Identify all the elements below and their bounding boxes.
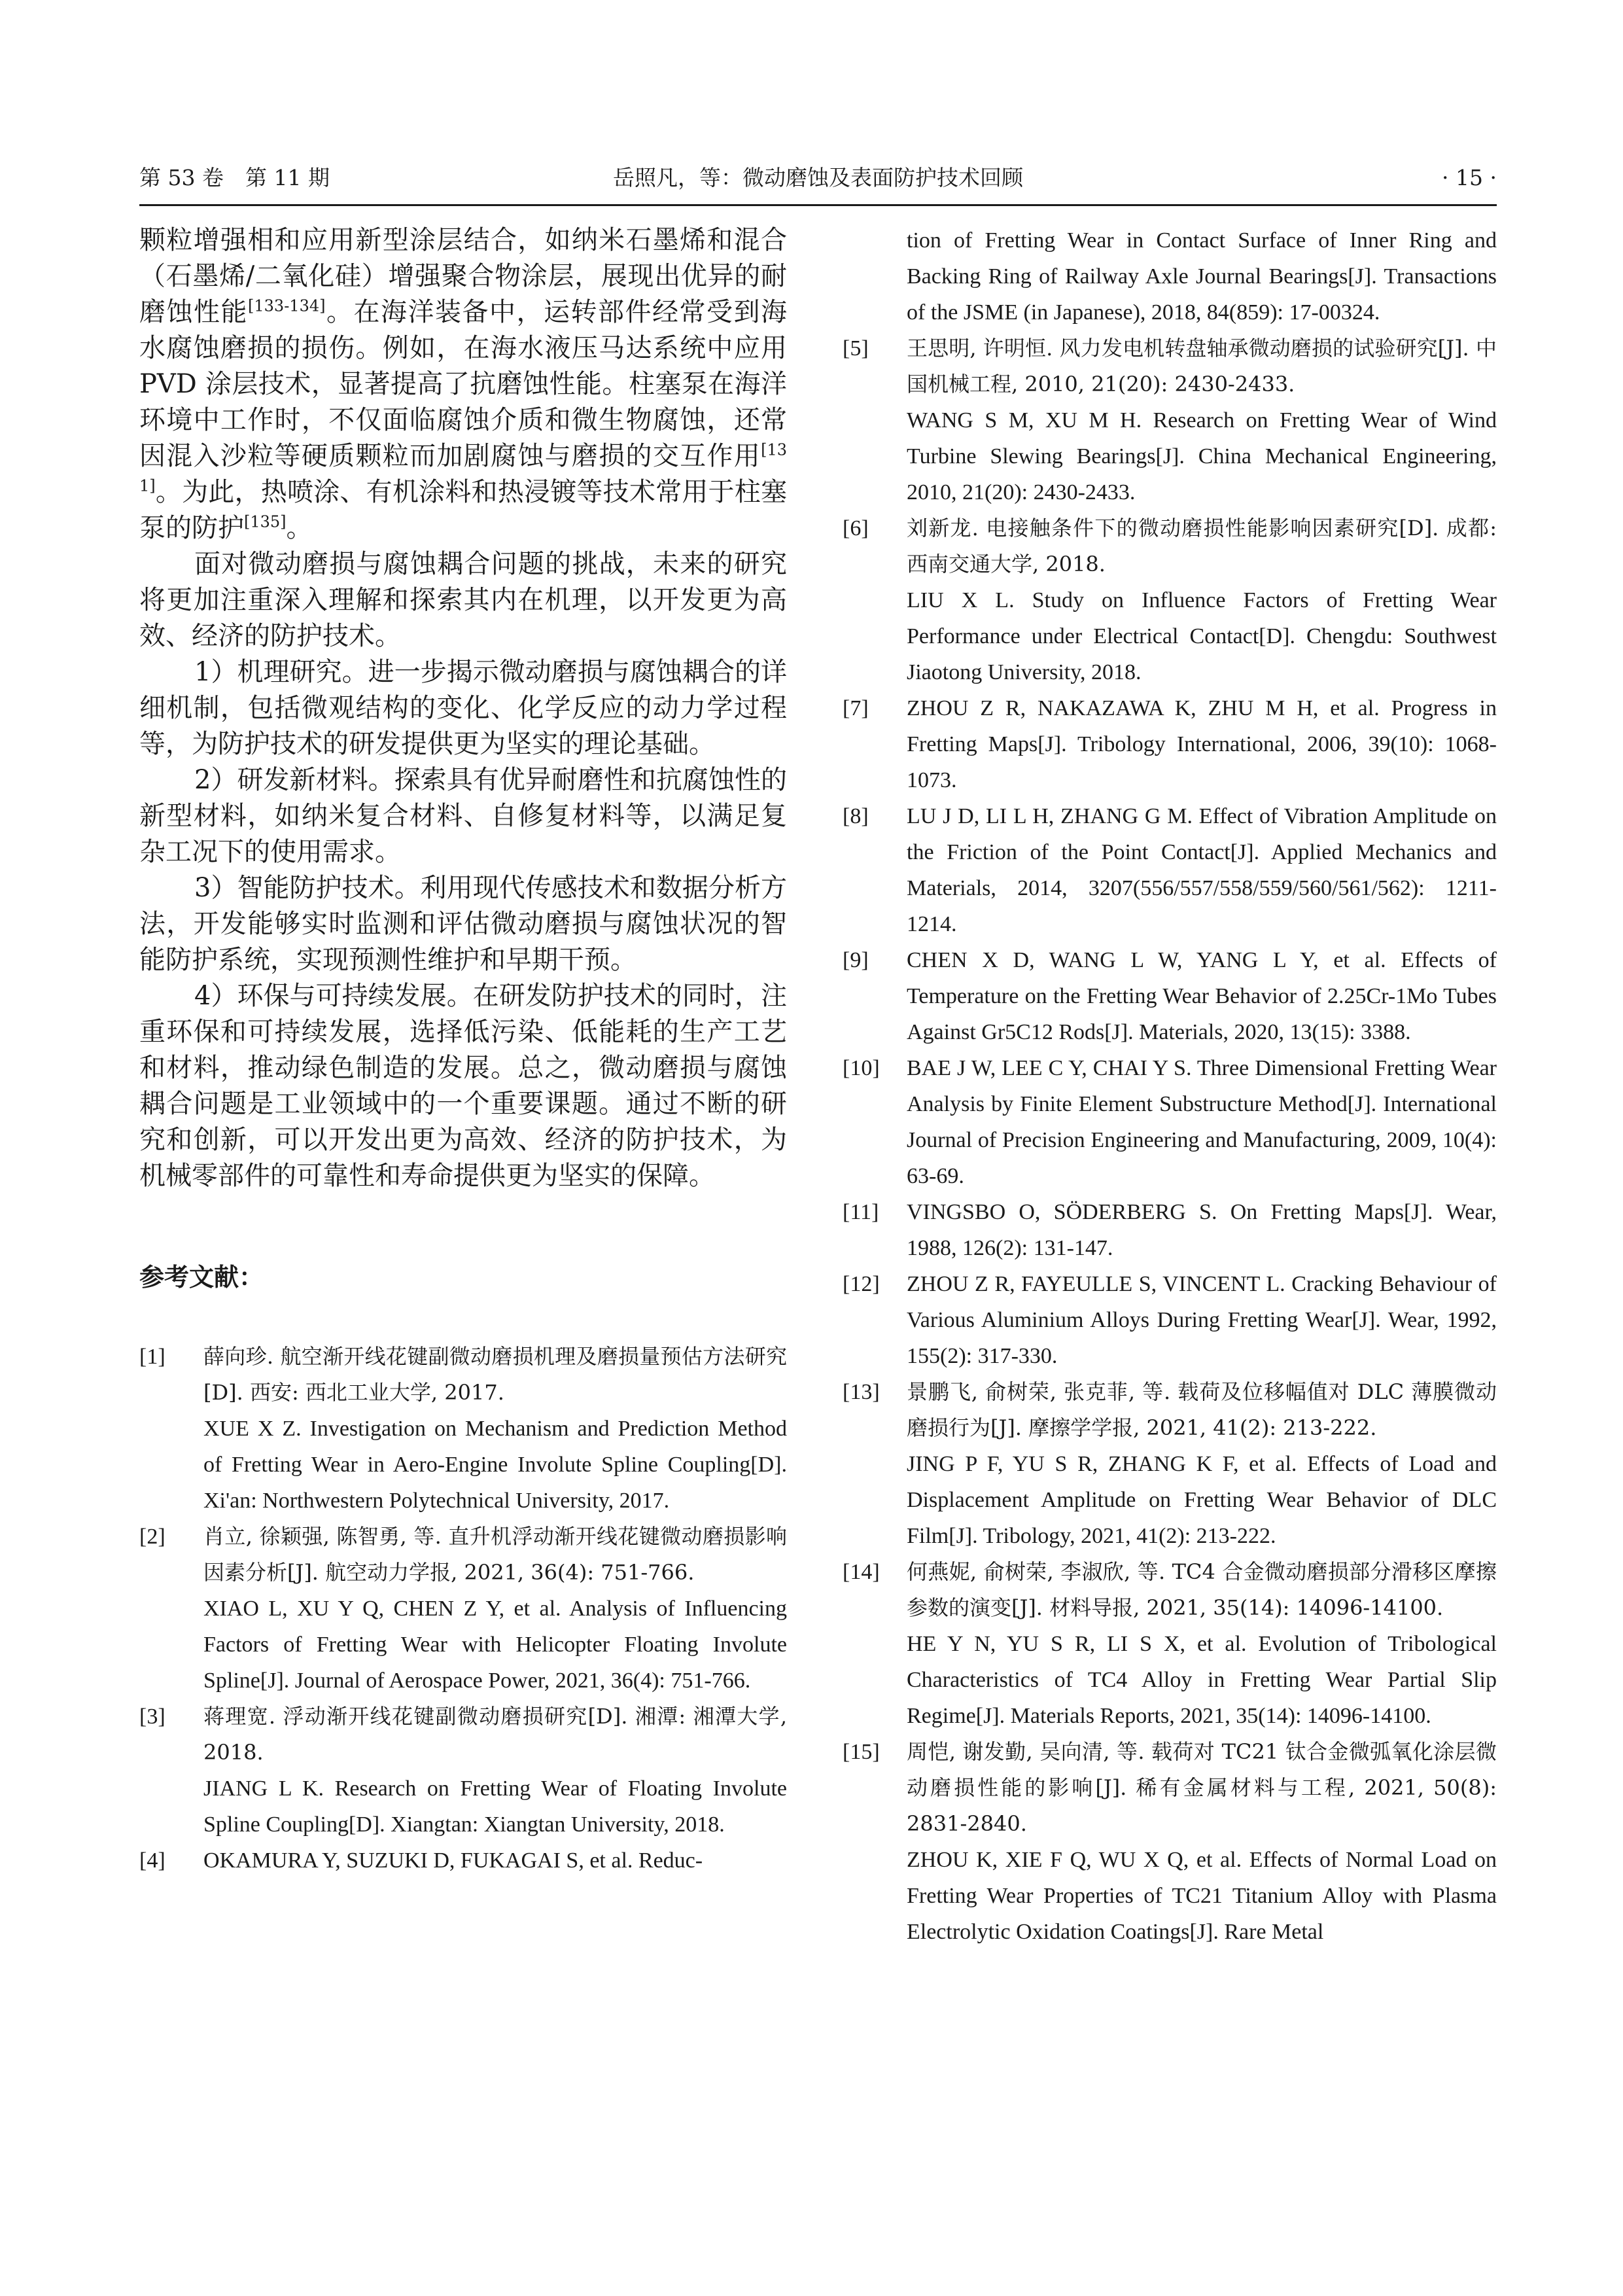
reference-item	[843, 1554, 1497, 1734]
reference-item	[843, 1266, 1497, 1374]
body-text	[139, 222, 787, 1194]
reference-chinese: 刘新龙. 电接触条件下的微动磨损性能影响因素研究[D]. 成都: 西南交通大学, 2018.	[907, 516, 1497, 576]
references-heading: 参考文献：	[139, 1263, 264, 1292]
reference-english: ZHOU K, XIE F Q, WU X Q, et al. Effects of Normal Load on Fretting Wear Properties of TC21 Titanium Alloy with Plasma Electrolytic Oxidation Coatings[J]. Rare Metal	[907, 1848, 1497, 1944]
running-header	[139, 152, 1497, 206]
body-paragraph	[139, 654, 787, 762]
citation-marker: [135]	[244, 512, 287, 531]
reference-item	[139, 1339, 787, 1519]
left-column	[139, 222, 787, 1879]
reference-english: ZHOU Z R, NAKAZAWA K, ZHU M H, et al. Progress in Fretting Maps[J]. Tribology International, 2006, 39(10): 1068-1073.	[907, 696, 1497, 792]
reference-item	[843, 798, 1497, 942]
reference-item	[843, 510, 1497, 690]
reference-number: [10]	[843, 1056, 880, 1080]
reference-chinese: 周恺, 谢发勤, 吴向清, 等. 载荷对 TC21 钛合金微弧氧化涂层微动磨损性能的影响[J]. 稀有金属材料与工程, 2021, 50(8): 2831-2840.	[907, 1739, 1497, 1836]
right-column	[843, 222, 1497, 1950]
reference-english: ZHOU Z R, FAYEULLE S, VINCENT L. Cracking Behaviour of Various Aluminium Alloys During Fretting Wear[J]. Wear, 1992, 155(2): 317-330.	[907, 1272, 1497, 1368]
reference-english: HE Y N, YU S R, LI S X, et al. Evolution of Tribological Characteristics of TC4 Alloy in Fretting Wear Partial Slip Regime[J]. Materials Reports, 2021, 35(14): 14096-14100.	[907, 1632, 1497, 1728]
reference-continuation: tion of Fretting Wear in Contact Surface of Inner Ring and Backing Ring of Railway Axle Journal Bearings[J]. Transactions of the JSME (in Japanese), 2018, 84(859): 17-00324.	[907, 228, 1497, 325]
page-number: · 15 ·	[1442, 165, 1497, 190]
reference-number: [7]	[843, 696, 869, 720]
reference-english: JING P F, YU S R, ZHANG K F, et al. Effects of Load and Displacement Amplitude on Fretting Wear Behavior of DLC Film[J]. Tribology, 2021, 41(2): 213-222.	[907, 1452, 1497, 1548]
reference-chinese: 景鹏飞, 俞树荣, 张克菲, 等. 载荷及位移幅值对 DLC 薄膜微动磨损行为[J]. 摩擦学学报, 2021, 41(2): 213-222.	[907, 1379, 1497, 1440]
reference-chinese: 肖立, 徐颖强, 陈智勇, 等. 直升机浮动渐开线花键微动磨损影响因素分析[J]. 航空动力学报, 2021, 36(4): 751-766.	[203, 1524, 787, 1585]
body-paragraph	[139, 762, 787, 870]
paragraph-text: 。	[286, 513, 313, 543]
reference-item	[843, 1374, 1497, 1554]
body-paragraph	[139, 546, 787, 654]
reference-item	[139, 1699, 787, 1843]
paragraph-text: 。在海洋装备中，运转部件经常受到海水腐蚀磨损的损伤。例如，在海水液压马达系统中应用 PVD 涂层技术，显著提高了抗磨蚀性能。柱塞泵在海洋环境中工作时，不仅面临腐蚀介质和微生物腐蚀，还常因混入沙粒等硬质颗粒而加剧腐蚀与磨损的交互作用	[139, 297, 788, 471]
reference-item	[139, 1519, 787, 1699]
reference-item	[843, 1050, 1497, 1194]
reference-english: XIAO L, XU Y Q, CHEN Z Y, et al. Analysis of Influencing Factors of Fretting Wear with Helicopter Floating Involute Spline[J]. Journal of Aerospace Power, 2021, 36(4): 751-766.	[203, 1597, 787, 1693]
reference-english: OKAMURA Y, SUZUKI D, FUKAGAI S, et al. Reduc-	[203, 1848, 703, 1873]
journal-volume-issue: 第 53 卷 第 11 期	[139, 165, 330, 190]
body-paragraph	[139, 222, 787, 546]
citation-marker: [133-134]	[248, 296, 326, 315]
reference-item	[843, 330, 1497, 510]
citation-marker: [131]	[139, 440, 787, 495]
reference-english: WANG S M, XU M H. Research on Fretting Wear of Wind Turbine Slewing Bearings[J]. China Mechanical Engineering, 2010, 21(20): 2430-2433.	[907, 408, 1497, 504]
reference-english: CHEN X D, WANG L W, YANG L Y, et al. Effects of Temperature on the Fretting Wear Behavior of 2.25Cr-1Mo Tubes Against Gr5C12 Rods[J]. Materials, 2020, 13(15): 3388.	[907, 948, 1497, 1044]
paragraph-text: 1）机理研究。进一步揭示微动磨损与腐蚀耦合的详细机制，包括微观结构的变化、化学反应的动力学过程等，为防护技术的研发提供更为坚实的理论基础。	[139, 657, 787, 759]
reference-chinese: 薛向珍. 航空渐开线花键副微动磨损机理及磨损量预估方法研究[D]. 西安: 西北工业大学, 2017.	[203, 1344, 787, 1405]
paragraph-text: 颗粒增强相和应用新型涂层结合，如纳米石墨烯和混合（石墨烯/二氧化硅）增强聚合物涂层，展现出优异的耐磨蚀性能	[139, 225, 787, 327]
reference-item	[843, 222, 1497, 330]
reference-number: [1]	[139, 1345, 166, 1369]
paragraph-text: 面对微动磨损与腐蚀耦合问题的挑战，未来的研究将更加注重深入理解和探索其内在机理，以开发更为高效、经济的防护技术。	[139, 549, 787, 651]
body-paragraph	[139, 870, 787, 978]
reference-number: [9]	[843, 948, 869, 972]
reference-number: [15]	[843, 1740, 880, 1764]
reference-item	[843, 942, 1497, 1050]
body-paragraph	[139, 978, 787, 1194]
reference-item	[843, 690, 1497, 798]
reference-number: [13]	[843, 1380, 880, 1404]
reference-english: LU J D, LI L H, ZHANG G M. Effect of Vibration Amplitude on the Friction of the Point Contact[J]. Applied Mechanics and Materials, 2014, 3207(556/557/558/559/560/561/562): 1211-1214.	[907, 804, 1497, 936]
paragraph-text: 4）环保与可持续发展。在研发防护技术的同时，注重环保和可持续发展，选择低污染、低能耗的生产工艺和材料，推动绿色制造的发展。总之，微动磨损与腐蚀耦合问题是工业领域中的一个重要课题。通过不断的研究和创新，可以开发出更为高效、经济的防护技术，为机械零部件的可靠性和寿命提供更为坚实的保障。	[139, 981, 787, 1191]
paragraph-text: 。为此，热喷涂、有机涂料和热浸镀等技术常用于柱塞泵的防护	[139, 477, 787, 543]
reference-english: JIANG L K. Research on Fretting Wear of Floating Involute Spline Coupling[D]. Xiangtan: Xiangtan University, 2018.	[203, 1776, 787, 1837]
reference-item	[843, 1734, 1497, 1950]
reference-english: XUE X Z. Investigation on Mechanism and Prediction Method of Fretting Wear in Aero-Engine Involute Spline Coupling[D]. Xi'an: Northwestern Polytechnical University, 2017.	[203, 1417, 787, 1513]
reference-number: [3]	[139, 1704, 166, 1729]
reference-chinese: 何燕妮, 俞树荣, 李淑欣, 等. TC4 合金微动磨损部分滑移区摩擦参数的演变[J]. 材料导报, 2021, 35(14): 14096-14100.	[907, 1559, 1497, 1620]
reference-english: VINGSBO O, SÖDERBERG S. On Fretting Maps[J]. Wear, 1988, 126(2): 131-147.	[907, 1200, 1497, 1260]
reference-number: [2]	[139, 1525, 166, 1549]
reference-number: [14]	[843, 1560, 880, 1584]
reference-item	[843, 1194, 1497, 1266]
running-title: 岳照凡，等：微动磨蚀及表面防护技术回顾	[613, 165, 1023, 190]
reference-list-right	[843, 330, 1497, 1950]
reference-number: [11]	[843, 1200, 879, 1224]
reference-list-left	[139, 1339, 787, 1879]
reference-chinese: 王思明, 许明恒. 风力发电机转盘轴承微动磨损的试验研究[J]. 中国机械工程, 2010, 21(20): 2430-2433.	[907, 336, 1497, 397]
reference-item	[139, 1843, 787, 1879]
paragraph-text: 2）研发新材料。探索具有优异耐磨性和抗腐蚀性的新型材料，如纳米复合材料、自修复材料等，以满足复杂工况下的使用需求。	[139, 765, 787, 867]
reference-chinese: 蒋理宽. 浮动渐开线花键副微动磨损研究[D]. 湘潭: 湘潭大学, 2018.	[203, 1704, 787, 1765]
reference-number: [12]	[843, 1272, 880, 1296]
reference-number: [6]	[843, 516, 869, 540]
paragraph-text: 3）智能防护技术。利用现代传感技术和数据分析方法，开发能够实时监测和评估微动磨损与腐蚀状况的智能防护系统，实现预测性维护和早期干预。	[139, 873, 787, 975]
reference-english: LIU X L. Study on Influence Factors of Fretting Wear Performance under Electrical Contact[D]. Chengdu: Southwest Jiaotong University, 2018.	[907, 588, 1497, 684]
reference-number: [4]	[139, 1848, 166, 1873]
reference-english: BAE J W, LEE C Y, CHAI Y S. Three Dimensional Fretting Wear Analysis by Finite Element Substructure Method[J]. International Journal of Precision Engineering and Manufacturing, 2009, 10(4): 63-69.	[907, 1056, 1497, 1188]
reference-number: [5]	[843, 336, 869, 361]
reference-number: [8]	[843, 804, 869, 828]
